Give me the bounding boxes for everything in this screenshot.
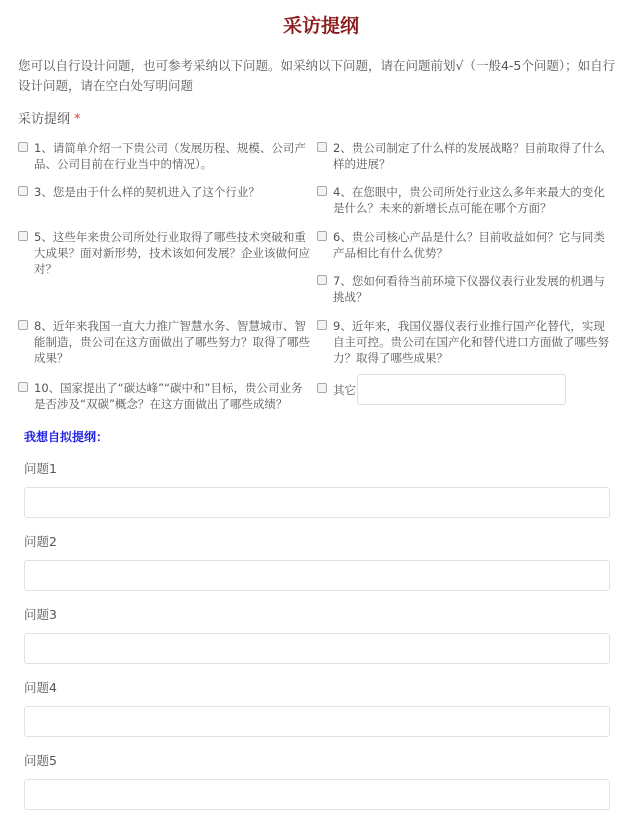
- option-1-label: 1、请简单介绍一下贵公司（发展历程、规模、公司产品、公司目前在行业当中的情况）。: [34, 141, 306, 171]
- option-10[interactable]: [18, 380, 310, 412]
- option-3-label: 3、您是由于什么样的契机进入了这个行业？: [34, 185, 260, 199]
- option-2-label: 2、贵公司制定了什么样的发展战略？目前取得了什么样的进展？: [333, 141, 605, 171]
- checkbox-10[interactable]: [18, 382, 28, 392]
- checkbox-1[interactable]: [18, 142, 28, 152]
- option-8-label: 8、近年来我国一直大力推广智慧水务、智慧城市、智能制造，贵公司在这方面做出了哪些努力？取得了哪些成果？: [34, 319, 310, 365]
- page-title: 采访提纲: [282, 15, 359, 37]
- other-input[interactable]: [357, 374, 566, 405]
- checkbox-2[interactable]: [317, 142, 327, 152]
- option-other-label: 其它: [333, 383, 356, 397]
- option-10-label: 10、国家提出了“碳达峰”“碳中和”目标，贵公司业务是否涉及“双碳”概念？在这方面做出了哪些成绩？: [34, 381, 303, 411]
- question-5-input[interactable]: [24, 779, 610, 810]
- option-9-label: 9、近年来，我国仪器仪表行业推行国产化替代，实现自主可控。贵公司在国产化和替代进口方面做了哪些努力？取得了哪些成果？: [333, 319, 609, 365]
- question-2-label: 问题2: [24, 534, 57, 549]
- question-2-input[interactable]: [24, 560, 610, 591]
- checkbox-6[interactable]: [317, 231, 327, 241]
- question-3-input[interactable]: [24, 633, 610, 664]
- outline-label: [18, 111, 81, 129]
- checkbox-7[interactable]: [317, 275, 327, 285]
- option-2[interactable]: [317, 140, 609, 172]
- option-4[interactable]: [317, 184, 609, 216]
- question-3-label: 问题3: [24, 607, 57, 622]
- outline-label-text: 采访提纲: [18, 112, 71, 127]
- option-7-label: 7、您如何看待当前环境下仪器仪表行业发展的机遇与挑战？: [333, 274, 605, 304]
- question-1-input[interactable]: [24, 487, 610, 518]
- question-5-label: 问题5: [24, 753, 57, 768]
- checkbox-4[interactable]: [317, 186, 327, 196]
- checkbox-other[interactable]: [317, 383, 327, 393]
- option-8[interactable]: [18, 318, 310, 366]
- checkbox-9[interactable]: [317, 320, 327, 330]
- option-5[interactable]: [18, 229, 310, 277]
- checkbox-5[interactable]: [18, 231, 28, 241]
- option-9[interactable]: [317, 318, 609, 366]
- option-1[interactable]: [18, 140, 310, 172]
- option-3[interactable]: [18, 184, 310, 200]
- question-1-label: 问题1: [24, 461, 57, 476]
- option-5-label: 5、这些年来贵公司所处行业取得了哪些技术突破和重大成果？面对新形势，技术该如何发展？企业该做何应对？: [34, 230, 310, 276]
- option-7[interactable]: [317, 273, 609, 305]
- question-4-input[interactable]: [24, 706, 610, 737]
- own-outline-title: 我想自拟提纲：: [24, 430, 109, 444]
- question-4-label: 问题4: [24, 680, 57, 695]
- intro-text: 您可以自行设计问题，也可参考采纳以下问题。如采纳以下问题，请在问题前划√（一般4-5个问题）；如自行设计问题，请在空白处写明问题: [18, 58, 616, 93]
- option-6-label: 6、贵公司核心产品是什么？目前收益如何？它与同类产品相比有什么优势？: [333, 230, 605, 260]
- checkbox-3[interactable]: [18, 186, 28, 196]
- checkbox-8[interactable]: [18, 320, 28, 330]
- required-mark: *: [74, 112, 81, 127]
- option-6[interactable]: [317, 229, 609, 261]
- option-4-label: 4、在您眼中，贵公司所处行业这么多年来最大的变化是什么？未来的新增长点可能在哪个方面？: [333, 185, 605, 215]
